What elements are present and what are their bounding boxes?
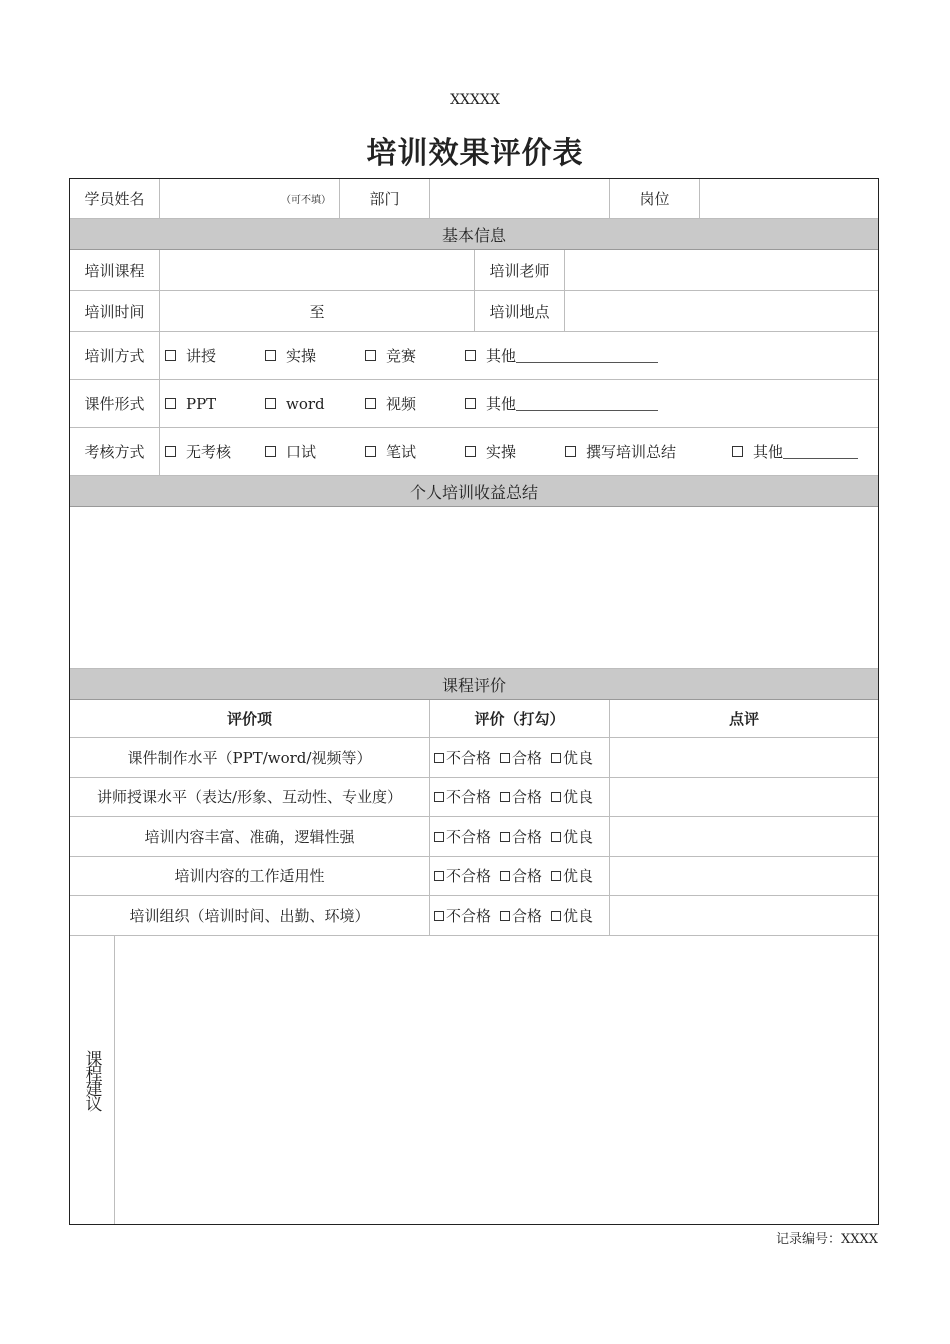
evaluation-item-label: 培训组织（培训时间、出勤、环境）: [70, 896, 430, 935]
checkbox-icon[interactable]: [551, 871, 561, 881]
place-field[interactable]: [565, 291, 878, 331]
method-option-practice[interactable]: 实操: [265, 332, 316, 379]
summary-textarea[interactable]: [70, 507, 878, 669]
dept-label: 部门: [340, 179, 430, 218]
course-label: 培训课程: [70, 250, 160, 290]
evaluation-item-label: 培训内容的工作适用性: [70, 857, 430, 896]
assess-option-practice[interactable]: 实操: [465, 428, 516, 475]
rating-option-excellent[interactable]: 优良: [551, 865, 593, 886]
rating-option-fail[interactable]: 不合格: [434, 905, 491, 926]
method-other-blank[interactable]: [516, 348, 658, 363]
rating-option-excellent[interactable]: 优良: [551, 905, 593, 926]
checkbox-icon[interactable]: [465, 350, 476, 361]
method-label: 培训方式: [70, 332, 160, 379]
name-label: 学员姓名: [70, 179, 160, 218]
rating-option-pass[interactable]: 合格: [500, 905, 542, 926]
checkbox-icon[interactable]: [265, 350, 276, 361]
checkbox-icon[interactable]: [265, 446, 276, 457]
method-option-contest[interactable]: 竞赛: [365, 332, 416, 379]
checkbox-icon[interactable]: [551, 832, 561, 842]
col-rating-header: 评价（打勾）: [430, 700, 610, 737]
checkbox-icon[interactable]: [551, 753, 561, 763]
section-summary: 个人培训收益总结: [70, 476, 878, 507]
rating-option-pass[interactable]: 合格: [500, 786, 542, 807]
teacher-label: 培训老师: [475, 250, 565, 290]
rating-option-fail[interactable]: 不合格: [434, 747, 491, 768]
row-method: [70, 332, 878, 380]
format-option-video[interactable]: 视频: [365, 380, 416, 427]
format-option-ppt[interactable]: PPT: [165, 380, 216, 427]
advice-textarea[interactable]: [115, 936, 878, 1224]
evaluation-item-label: 培训内容丰富、准确，逻辑性强: [70, 817, 430, 856]
rating-options: [430, 738, 610, 777]
assess-label: 考核方式: [70, 428, 160, 475]
row-assess: [70, 428, 878, 476]
place-label: 培训地点: [475, 291, 565, 331]
checkbox-icon[interactable]: [500, 753, 510, 763]
time-field[interactable]: [160, 291, 475, 331]
rating-options: [430, 896, 610, 935]
comment-field[interactable]: [610, 896, 878, 935]
page-title: 培训效果评价表: [366, 136, 584, 171]
checkbox-icon[interactable]: [465, 398, 476, 409]
assess-option-none[interactable]: 无考核: [165, 428, 231, 475]
evaluation-item-label: 讲师授课水平（表达/形象、互动性、专业度）: [70, 778, 430, 817]
checkbox-icon[interactable]: [165, 350, 176, 361]
rating-options: [430, 817, 610, 856]
name-note: （可不填）: [281, 195, 331, 206]
assess-option-other[interactable]: 其他: [732, 428, 858, 475]
row-format: [70, 380, 878, 428]
checkbox-icon[interactable]: [500, 832, 510, 842]
checkbox-icon[interactable]: [551, 911, 561, 921]
section-course-evaluation: 课程评价: [70, 669, 878, 700]
post-label: 岗位: [610, 179, 700, 218]
evaluation-item-label: 课件制作水平（PPT/word/视频等）: [70, 738, 430, 777]
evaluation-row: [70, 817, 878, 857]
checkbox-icon[interactable]: [500, 911, 510, 921]
checkbox-icon[interactable]: [365, 446, 376, 457]
evaluation-row: [70, 738, 878, 778]
checkbox-icon[interactable]: [365, 398, 376, 409]
dept-field[interactable]: [430, 179, 610, 218]
checkbox-icon[interactable]: [165, 398, 176, 409]
checkbox-icon[interactable]: [434, 753, 444, 763]
format-other-blank[interactable]: [516, 396, 658, 411]
evaluation-row: [70, 857, 878, 897]
rating-options: [430, 778, 610, 817]
format-option-other[interactable]: 其他: [465, 380, 658, 427]
checkbox-icon[interactable]: [434, 871, 444, 881]
rating-options: [430, 857, 610, 896]
checkbox-icon[interactable]: [565, 446, 576, 457]
checkbox-icon[interactable]: [165, 446, 176, 457]
rating-option-pass[interactable]: 合格: [500, 865, 542, 886]
teacher-field[interactable]: [565, 250, 878, 290]
checkbox-icon[interactable]: [465, 446, 476, 457]
assess-option-oral[interactable]: 口试: [265, 428, 316, 475]
post-field[interactable]: [700, 179, 878, 218]
rating-option-pass[interactable]: 合格: [500, 747, 542, 768]
advice-row: [70, 936, 878, 1224]
checkbox-icon[interactable]: [434, 911, 444, 921]
comment-field[interactable]: [610, 857, 878, 896]
col-item-header: 评价项: [70, 700, 430, 737]
comment-field[interactable]: [610, 738, 878, 777]
comment-field[interactable]: [610, 817, 878, 856]
evaluation-form: [69, 178, 879, 1225]
rating-option-excellent[interactable]: 优良: [551, 747, 593, 768]
section-basic-info: 基本信息: [70, 219, 878, 250]
checkbox-icon[interactable]: [500, 871, 510, 881]
org-name: XXXXX: [450, 92, 500, 108]
checkbox-icon[interactable]: [434, 792, 444, 802]
rating-option-excellent[interactable]: 优良: [551, 826, 593, 847]
course-field[interactable]: [160, 250, 475, 290]
rating-option-excellent[interactable]: 优良: [551, 786, 593, 807]
col-comment-header: 点评: [728, 710, 759, 728]
row-student: [70, 179, 878, 219]
rating-option-pass[interactable]: 合格: [500, 826, 542, 847]
record-number: 记录编号：XXXX: [775, 1232, 878, 1247]
method-option-other[interactable]: 其他: [465, 332, 658, 379]
format-option-word[interactable]: word: [265, 380, 325, 427]
evaluation-row: [70, 896, 878, 936]
assess-option-written[interactable]: 笔试: [365, 428, 416, 475]
time-label: 培训时间: [70, 291, 160, 331]
checkbox-icon[interactable]: [500, 792, 510, 802]
method-option-lecture[interactable]: 讲授: [165, 332, 216, 379]
advice-label: 课程建议: [70, 936, 115, 1224]
evaluation-header-row: [70, 700, 878, 738]
evaluation-row: [70, 778, 878, 818]
name-field[interactable]: [160, 179, 340, 218]
format-label: 课件形式: [70, 380, 160, 427]
assess-other-blank[interactable]: [783, 444, 858, 459]
rating-option-fail[interactable]: 不合格: [434, 826, 491, 847]
checkbox-icon[interactable]: [551, 792, 561, 802]
checkbox-icon[interactable]: [434, 832, 444, 842]
checkbox-icon[interactable]: [265, 398, 276, 409]
comment-field[interactable]: [610, 778, 878, 817]
rating-option-fail[interactable]: 不合格: [434, 786, 491, 807]
assess-option-summary[interactable]: 撰写培训总结: [565, 428, 676, 475]
checkbox-icon[interactable]: [365, 350, 376, 361]
rating-option-fail[interactable]: 不合格: [434, 865, 491, 886]
checkbox-icon[interactable]: [732, 446, 743, 457]
row-time: [70, 291, 878, 332]
row-course: [70, 250, 878, 291]
time-to-text: 至: [309, 302, 325, 321]
